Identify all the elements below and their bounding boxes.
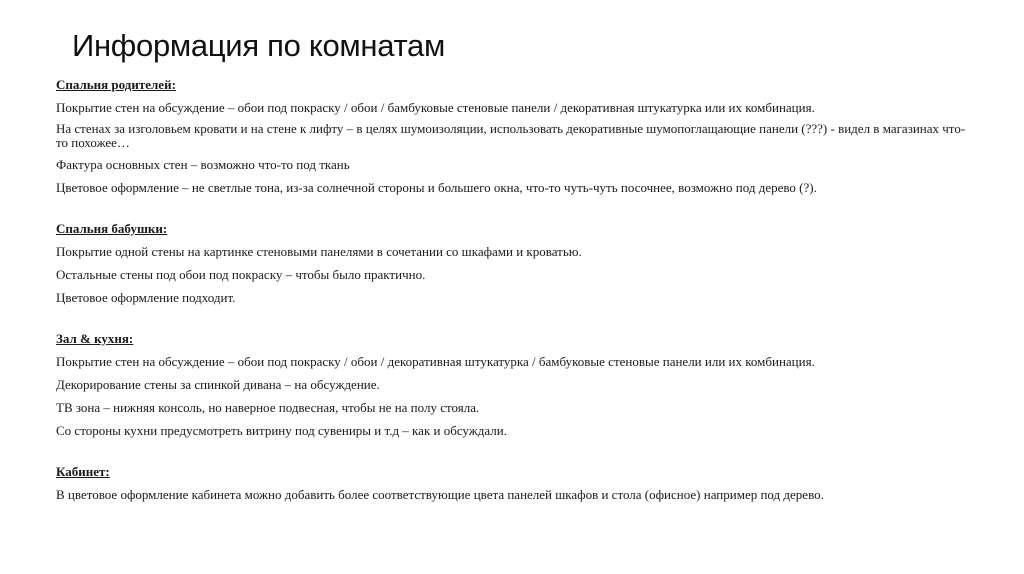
paragraph: Со стороны кухни предусмотреть витрину под сувениры и т.д – как и обсуждали. (56, 423, 507, 438)
paragraph: Остальные стены под обои под покраску – чтобы было практично. (56, 267, 426, 282)
section-parents-bedroom (56, 76, 976, 196)
section-grandmother-bedroom (56, 220, 976, 306)
section-study (56, 463, 976, 503)
paragraph: Покрытие стен на обсуждение – обои под покраску / обои / бамбуковые стеновые панели / декоративная штукатурка или их комбинация. (56, 100, 815, 115)
section-gap (56, 445, 976, 463)
paragraph: На стенах за изголовьем кровати и на стене к лифту – в целях шумоизоляции, использовать декоративные шумопоглащающие панели (???) - видел в магазинах что-то похожее… (56, 121, 966, 150)
section-heading: Кабинет: (56, 464, 110, 479)
paragraph: ТВ зона – нижняя консоль, но наверное подвесная, чтобы не на полу стояла. (56, 400, 480, 415)
section-gap (56, 312, 976, 330)
slide-content (56, 76, 976, 509)
section-heading: Спальня родителей: (56, 77, 176, 92)
paragraph: Фактура основных стен – возможно что-то под ткань (56, 157, 350, 172)
section-gap (56, 202, 976, 220)
paragraph: Декорирование стены за спинкой дивана – на обсуждение. (56, 377, 380, 392)
section-heading: Зал & кухня: (56, 331, 134, 346)
paragraph: В цветовое оформление кабинета можно добавить более соответствующие цвета панелей шкафов и стола (офисное) например под дерево. (56, 487, 824, 502)
paragraph: Цветовое оформление подходит. (56, 290, 236, 305)
paragraph: Цветовое оформление – не светлые тона, из-за солнечной стороны и большего окна, что-то чуть-чуть посочнее, возможно под дерево (?). (56, 180, 817, 195)
section-heading: Спальня бабушки: (56, 221, 168, 236)
paragraph: Покрытие стен на обсуждение – обои под покраску / обои / декоративная штукатурка / бамбуковые стеновые панели или их комбинация. (56, 354, 815, 369)
section-hall-kitchen (56, 330, 976, 439)
page-title: Информация по комнатам (72, 28, 445, 63)
paragraph: Покрытие одной стены на картинке стеновыми панелями в сочетании со шкафами и кроватью. (56, 244, 582, 259)
